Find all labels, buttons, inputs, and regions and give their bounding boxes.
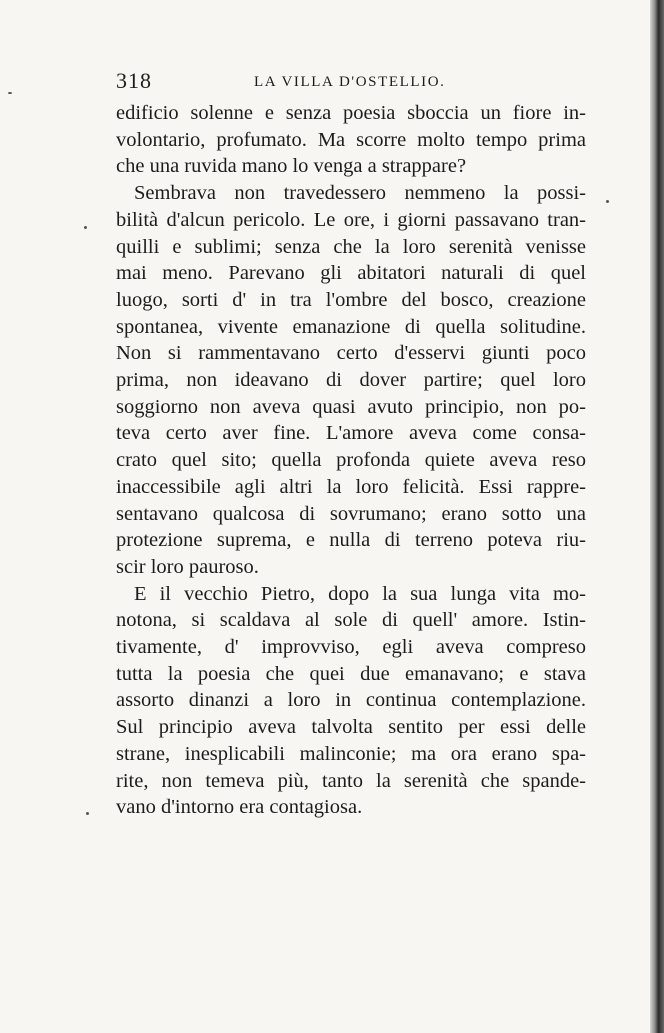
text-line: assorto dinanzi a loro in continua contemplazione. xyxy=(116,689,586,712)
text-line: spontanea, vivente emanazione di quella solitudine. xyxy=(116,315,586,338)
page-number: 318 xyxy=(116,68,152,93)
text-line: scir loro pauroso. xyxy=(116,555,259,578)
text-line: crato quel sito; quella profonda quiete aveva reso xyxy=(116,449,586,472)
text-line: inaccessibile agli altri la loro felicità. Essi rappre- xyxy=(116,475,586,498)
text-line: prima, non ideavano di dover partire; quel loro xyxy=(116,369,586,392)
text-line: vano d'intorno era contagiosa. xyxy=(116,796,363,819)
text-line: protezione suprema, e nulla di terreno poteva riu- xyxy=(116,529,586,552)
paper-speck xyxy=(84,226,87,229)
paragraph-first-line: Sembrava non travedessero nemmeno la possi- xyxy=(134,182,586,205)
text-line: mai meno. Parevano gli abitatori naturali di quel xyxy=(116,262,586,285)
text-line: strane, inesplicabili malinconie; ma ora erano spa- xyxy=(116,742,586,765)
text-line: che una ruvida mano lo venga a strappare? xyxy=(116,155,467,178)
text-line: Sul principio aveva talvolta sentito per essi delle xyxy=(116,716,586,739)
body-text xyxy=(116,100,586,821)
text-line: Non si rammentavano certo d'esservi giunti poco xyxy=(116,342,586,365)
text-line: rite, non temeva più, tanto la serenità che spande- xyxy=(116,769,586,792)
paper-speck xyxy=(8,92,12,94)
text-line: volontario, profumato. Ma scorre molto tempo prima xyxy=(116,128,586,151)
page-binding-edge xyxy=(650,0,664,1033)
running-title: LA VILLA D'OSTELLIO. xyxy=(254,74,446,90)
page-header xyxy=(116,68,586,98)
text-line: sentavano qualcosa di sovrumano; erano sotto una xyxy=(116,502,586,525)
text-line: soggiorno non aveva quasi avuto principio, non po- xyxy=(116,395,586,418)
paper-speck xyxy=(606,200,609,203)
text-line: teva certo aver fine. L'amore aveva come consa- xyxy=(116,422,586,445)
text-line: tutta la poesia che quei due emanavano; e stava xyxy=(116,662,586,685)
text-line: notona, si scaldava al sole di quell' amore. Istin- xyxy=(116,609,586,632)
text-line: quilli e sublimi; senza che la loro serenità venisse xyxy=(116,235,586,258)
text-line: luogo, sorti d' in tra l'ombre del bosco, creazione xyxy=(116,288,586,311)
text-line: bilità d'alcun pericolo. Le ore, i giorni passavano tran- xyxy=(116,208,586,231)
paper-speck xyxy=(86,812,89,815)
text-line: edificio solenne e senza poesia sboccia un fiore in- xyxy=(116,102,586,124)
paragraph-first-line: E il vecchio Pietro, dopo la sua lunga vita mo- xyxy=(134,582,586,605)
text-line: tivamente, d' improvviso, egli aveva compreso xyxy=(116,636,586,659)
